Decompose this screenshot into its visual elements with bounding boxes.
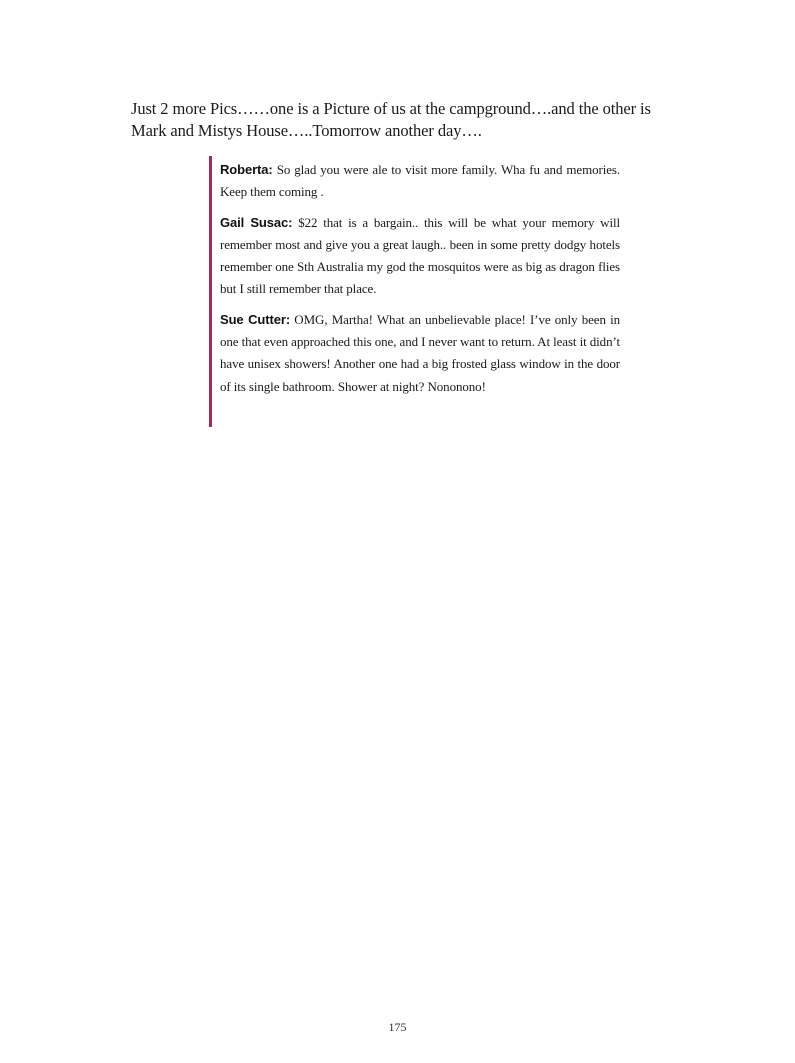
comment-sue-cutter bbox=[220, 309, 620, 398]
comment-author: Sue Cutter: bbox=[220, 311, 291, 327]
intro-paragraph: Just 2 more Pics……one is a Picture of us at the campground….and the other is Mark and Mistys House…..Tomorrow another day…. bbox=[131, 99, 651, 140]
comment-text: OMG, Martha! What an unbelievable place! I’ve only been in one that even approached this one, and I never want to return. At least it didn’t have unisex showers! Another one had a big frosted glass window in the door of its single bathroom. Shower at night? Nononono! bbox=[220, 311, 620, 394]
comment-roberta bbox=[220, 159, 620, 204]
comment-author: Roberta: bbox=[220, 162, 273, 177]
page-number: 175 bbox=[388, 1020, 407, 1034]
comment-text: $22 that is a bargain.. this will be what your memory will remember most and give you a great laugh.. been in some pretty dodgy hotels remember one Sth Australia my god the mosquitos were as big as dragon flies but I still remember that place. bbox=[220, 214, 620, 297]
comments-block bbox=[209, 156, 620, 427]
comment-gail-susac bbox=[220, 212, 620, 301]
comment-text: So glad you were ale to visit more family. Wha fu and memories. Keep them coming . bbox=[220, 162, 621, 200]
comment-author: Gail Susac: bbox=[220, 214, 293, 230]
